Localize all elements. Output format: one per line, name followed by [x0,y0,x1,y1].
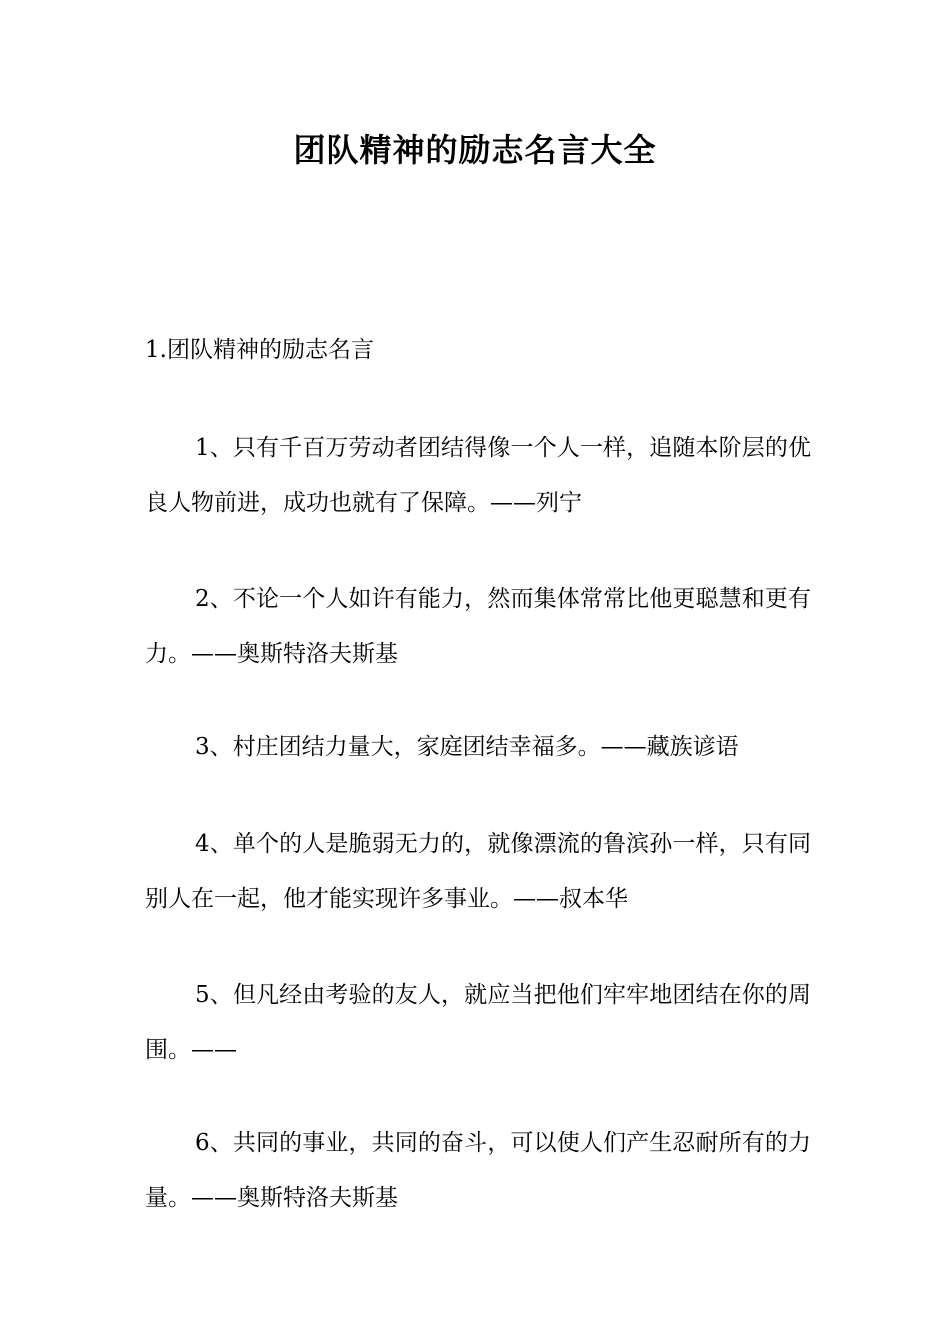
document-title: 团队精神的励志名言大全 [293,131,657,169]
quote-paragraph: 3、村庄团结力量大，家庭团结幸福多。——藏族谚语 [195,734,739,760]
quote-paragraph: 5、但凡经由考验的友人，就应当把他们牢牢地团结在你的周围。—— [145,982,811,1063]
quote-paragraph: 1、只有千百万劳动者团结得像一个人一样，追随本阶层的优良人物前进，成功也就有了保障。——列宁 [145,435,811,516]
section-heading: 1.团队精神的励志名言 [145,337,374,363]
quote-paragraph: 4、单个的人是脆弱无力的，就像漂流的鲁滨孙一样，只有同别人在一起，他才能实现许多事业。——叔本华 [145,831,811,912]
quote-paragraph: 2、不论一个人如许有能力，然而集体常常比他更聪慧和更有力。——奥斯特洛夫斯基 [145,586,811,667]
quote-paragraph: 6、共同的事业，共同的奋斗，可以使人们产生忍耐所有的力量。——奥斯特洛夫斯基 [145,1130,811,1211]
